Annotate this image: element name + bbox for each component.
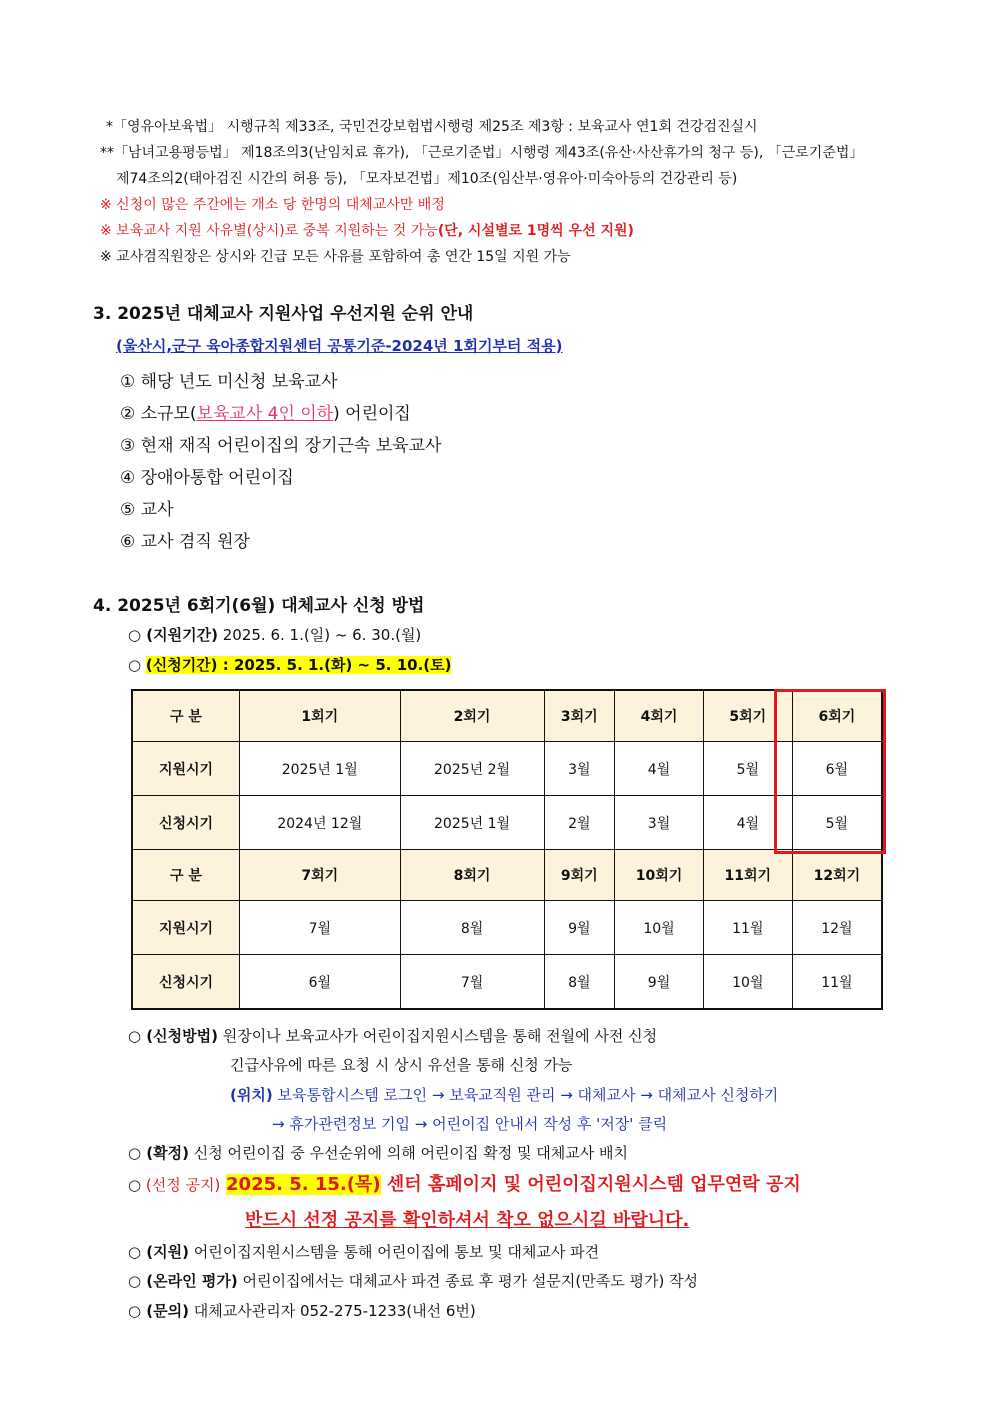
row-header: 구 분 bbox=[132, 850, 240, 901]
notice-line bbox=[128, 1170, 801, 1196]
session-cell: 2회기 bbox=[400, 690, 544, 742]
note-law-2a: **「남녀고용평등법」 제18조의3(난임치료 휴가), 「근로기준법」시행령 제43조(유산·사산휴가의 청구 등), 「근로기준법」 bbox=[100, 145, 864, 161]
contact-text: 대체교사관리자 052-275-1233(내선 6번) bbox=[189, 1302, 476, 1320]
row-header: 지원시기 bbox=[132, 742, 240, 796]
apply-location-line2: → 휴가관련정보 기입 → 어린이집 안내서 작성 후 '저장' 클릭 bbox=[272, 1115, 668, 1133]
apply-period-text: (신청기간) : 2025. 5. 1.(화) ~ 5. 10.(토) bbox=[145, 656, 452, 674]
row-header: 신청시기 bbox=[132, 955, 240, 1010]
section3-title: 3. 2025년 대체교사 지원사업 우선지원 순위 안내 bbox=[93, 304, 474, 324]
table-cell: 10월 bbox=[615, 901, 704, 955]
table-cell: 6월 bbox=[792, 742, 882, 796]
current-session-highlight-box bbox=[774, 689, 886, 854]
session-cell: 4회기 bbox=[615, 690, 704, 742]
apply-period-bullet: ○ bbox=[128, 656, 146, 674]
table-cell: 4월 bbox=[703, 796, 792, 850]
apply-location-text: 보육통합시스템 로그인 → 보육교직원 관리 → 대체교사 → 대체교사 신청하기 bbox=[272, 1086, 779, 1104]
note-red-1: ※ 신청이 많은 주간에는 개소 당 한명의 대체교사만 배정 bbox=[100, 197, 445, 213]
table-cell: 5월 bbox=[703, 742, 792, 796]
apply-period bbox=[128, 654, 451, 675]
section4-title: 4. 2025년 6회기(6월) 대체교사 신청 방법 bbox=[93, 596, 425, 616]
row-header: 구 분 bbox=[132, 690, 240, 742]
confirm-label: ○ (확정) bbox=[128, 1144, 190, 1162]
table-cell: 3월 bbox=[615, 796, 704, 850]
table-cell: 4월 bbox=[615, 742, 704, 796]
table-cell: 2024년 12월 bbox=[240, 796, 401, 850]
table-row bbox=[132, 850, 882, 901]
row-header: 신청시기 bbox=[132, 796, 240, 850]
support-period bbox=[128, 624, 421, 645]
session-cell: 3회기 bbox=[544, 690, 615, 742]
row-header: 지원시기 bbox=[132, 901, 240, 955]
support-label: ○ (지원) bbox=[128, 1243, 190, 1261]
table-row bbox=[132, 796, 882, 850]
note-law-2b: 제74조의2(태아검진 시간의 허용 등), 「모자보건법」제10조(임산부·영유아·미숙아등의 건강관리 등) bbox=[116, 171, 738, 187]
note-red-2-bold: (단, 시설별로 1명씩 우선 지원) bbox=[437, 223, 634, 239]
table-row bbox=[132, 690, 882, 742]
notice-date: 2025. 5. 15.(목) bbox=[226, 1174, 381, 1195]
session-cell: 1회기 bbox=[240, 690, 401, 742]
support-line bbox=[128, 1241, 599, 1262]
priority-item-4: ④ 장애아통합 어린이집 bbox=[120, 468, 294, 488]
schedule-table bbox=[131, 689, 883, 1010]
eval-line bbox=[128, 1270, 698, 1291]
session-cell: 7회기 bbox=[240, 850, 401, 901]
table-cell: 3월 bbox=[544, 742, 615, 796]
table-cell: 5월 bbox=[792, 796, 882, 850]
table-cell: 6월 bbox=[240, 955, 401, 1010]
notice-label: (선정 공지) bbox=[145, 1176, 221, 1194]
priority-item-5: ⑤ 교사 bbox=[120, 500, 174, 520]
contact-line bbox=[128, 1300, 476, 1321]
note-law-1: *「영유아보육법」 시행규칙 제33조, 국민건강보험법시행령 제25조 제3항 : 보육교사 연1회 건강검진실시 bbox=[106, 119, 758, 135]
table-row bbox=[132, 901, 882, 955]
table-cell: 9월 bbox=[544, 901, 615, 955]
support-period-value: 2025. 6. 1.(일) ~ 6. 30.(월) bbox=[217, 626, 422, 644]
apply-method bbox=[128, 1025, 657, 1046]
priority-item-3: ③ 현재 재직 어린이집의 장기근속 보육교사 bbox=[120, 436, 442, 456]
table-cell: 11월 bbox=[703, 901, 792, 955]
notice-bullet: ○ bbox=[128, 1176, 146, 1194]
apply-location-label: (위치) bbox=[230, 1086, 273, 1104]
table-cell: 10월 bbox=[703, 955, 792, 1010]
table-cell: 2월 bbox=[544, 796, 615, 850]
priority-item-2 bbox=[120, 399, 411, 424]
note-3: ※ 교사겸직원장은 상시와 긴급 모든 사유를 포함하여 총 연간 15일 지원 가능 bbox=[100, 249, 571, 265]
eval-label: ○ (온라인 평가) bbox=[128, 1272, 238, 1290]
session-cell: 12회기 bbox=[792, 850, 882, 901]
section3-subtitle: (울산시,군구 육아종합지원센터 공통기준-2024년 1회기부터 적용) bbox=[116, 337, 563, 355]
note-red-2-text: ※ 보육교사 지원 사유별(상시)로 중복 지원하는 것 가능 bbox=[100, 223, 438, 239]
table-cell: 2025년 2월 bbox=[400, 742, 544, 796]
note-red-2 bbox=[100, 220, 634, 240]
session-cell: 5회기 bbox=[703, 690, 792, 742]
support-period-label: ○ (지원기간) bbox=[128, 626, 218, 644]
table-row bbox=[132, 742, 882, 796]
support-text: 어린이집지원시스템을 통해 어린이집에 통보 및 대체교사 파견 bbox=[189, 1243, 600, 1261]
table-row bbox=[132, 955, 882, 1010]
table-cell: 7월 bbox=[240, 901, 401, 955]
session-cell: 9회기 bbox=[544, 850, 615, 901]
priority-item-1: ① 해당 년도 미신청 보육교사 bbox=[120, 372, 338, 392]
table-cell: 7월 bbox=[400, 955, 544, 1010]
priority-item-6: ⑥ 교사 겸직 원장 bbox=[120, 532, 250, 552]
session-cell: 11회기 bbox=[703, 850, 792, 901]
contact-label: ○ (문의) bbox=[128, 1302, 190, 1320]
priority-item-2a: ② 소규모( bbox=[120, 404, 197, 424]
priority-item-2c: ) 어린이집 bbox=[333, 404, 411, 424]
confirm-text: 신청 어린이집 중 우선순위에 의해 어린이집 확정 및 대체교사 배치 bbox=[189, 1144, 628, 1162]
table-cell: 8월 bbox=[400, 901, 544, 955]
table-cell: 8월 bbox=[544, 955, 615, 1010]
table-cell: 2025년 1월 bbox=[240, 742, 401, 796]
eval-text: 어린이집에서는 대체교사 파견 종료 후 평가 설문지(만족도 평가) 작성 bbox=[237, 1272, 699, 1290]
table-cell: 2025년 1월 bbox=[400, 796, 544, 850]
apply-location bbox=[230, 1084, 778, 1105]
table-cell: 9월 bbox=[615, 955, 704, 1010]
table-cell: 11월 bbox=[792, 955, 882, 1010]
apply-method-line2: 긴급사유에 따른 요청 시 상시 유선을 통해 신청 가능 bbox=[230, 1056, 573, 1074]
notice-line2: 반드시 선정 공지를 확인하셔서 착오 없으시길 바랍니다. bbox=[245, 1210, 690, 1231]
apply-method-label: ○ (신청방법) bbox=[128, 1027, 218, 1045]
notice-text: 센터 홈페이지 및 어린이집지원시스템 업무연락 공지 bbox=[380, 1174, 801, 1195]
session-cell: 8회기 bbox=[400, 850, 544, 901]
apply-method-text: 원장이나 보육교사가 어린이집지원시스템을 통해 전월에 사전 신청 bbox=[217, 1027, 658, 1045]
priority-item-2-highlight: 보육교사 4인 이하 bbox=[196, 404, 334, 424]
table-cell: 12월 bbox=[792, 901, 882, 955]
confirm-line bbox=[128, 1142, 628, 1163]
session-cell: 10회기 bbox=[615, 850, 704, 901]
session-cell: 6회기 bbox=[792, 690, 882, 742]
